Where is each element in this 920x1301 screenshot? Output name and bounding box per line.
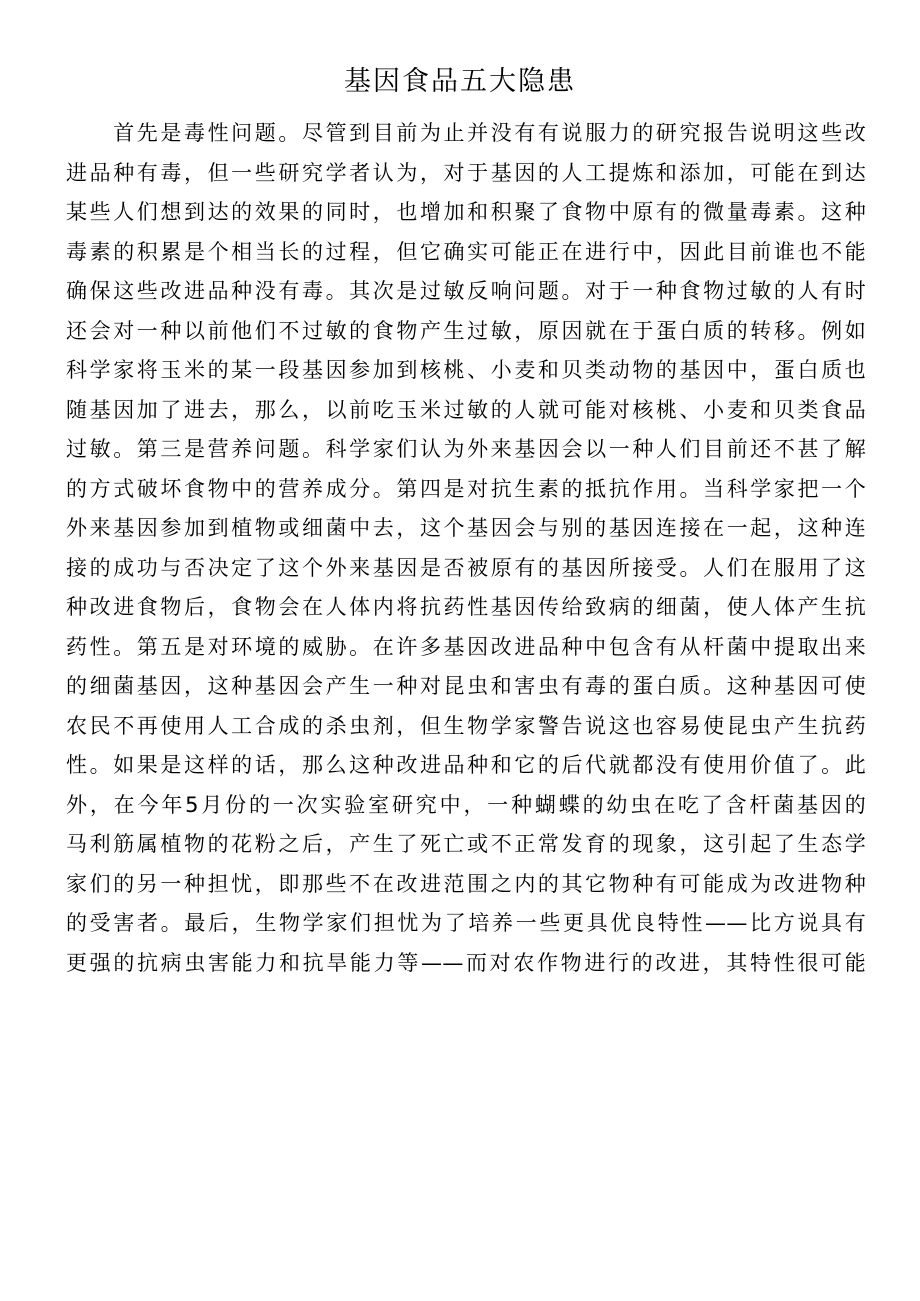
- body-line: 马利筋属植物的花粉之后，产生了死亡或不正常发育的现象，这引起了生态学: [66, 832, 866, 856]
- body-line: 某些人们想到达的效果的同时，也增加和积聚了食物中原有的微量毒素。这种: [66, 200, 866, 224]
- body-line: 接的成功与否决定了这个外来基因是否被原有的基因所接受。人们在服用了这: [66, 555, 866, 580]
- body-line: 过敏。第三是营养问题。科学家们认为外来基因会以一种人们目前还不甚了解: [66, 437, 866, 461]
- body-line: 药性。第五是对环境的威胁。在许多基因改进品种中包含有从杆菌中提取出来: [66, 634, 866, 659]
- body-line: 的方式破坏食物中的营养成分。第四是对抗生素的抵抗作用。当科学家把一个: [66, 476, 866, 501]
- body-line: 确保这些改进品种没有毒。其次是过敏反响问题。对于一种食物过敏的人有时: [66, 279, 866, 303]
- body-line: 性。如果是这样的话，那么这种改进品种和它的后代就都没有使用价值了。此: [66, 753, 866, 777]
- body-line: 还会对一种以前他们不过敏的食物产生过敏，原因就在于蛋白质的转移。例如: [66, 318, 866, 343]
- body-line: 进品种有毒，但一些研究学者认为，对于基因的人工提炼和添加，可能在到达: [66, 160, 866, 185]
- body-line: 科学家将玉米的某一段基因参加到核桃、小麦和贝类动物的基因中，蛋白质也: [66, 358, 866, 382]
- body-line: 随基因加了进去，那么，以前吃玉米过敏的人就可能对核桃、小麦和贝类食品: [66, 397, 866, 422]
- body-line: 更强的抗病虫害能力和抗旱能力等——而对农作物进行的改进，其特性很可能: [66, 950, 866, 975]
- body-line: 外，在今年5月份的一次实验室研究中，一种蝴蝶的幼虫在吃了含杆菌基因的: [66, 792, 866, 817]
- body-line: 的细菌基因，这种基因会产生一种对昆虫和害虫有毒的蛋白质。这种基因可使: [66, 674, 866, 698]
- body-line: 农民不再使用人工合成的杀虫剂，但生物学家警告说这也容易使昆虫产生抗药: [66, 713, 866, 738]
- document-title: 基因食品五大隐患: [344, 66, 576, 97]
- body-line: 外来基因参加到植物或细菌中去，这个基因会与别的基因连接在一起，这种连: [66, 516, 866, 540]
- body-line: 的受害者。最后，生物学家们担忧为了培养一些更具优良特性——比方说具有: [66, 911, 866, 935]
- body-line: 首先是毒性问题。尽管到目前为止并没有有说服力的研究报告说明这些改: [66, 121, 866, 145]
- document-body: [66, 114, 866, 983]
- body-line: 毒素的积累是个相当长的过程，但它确实可能正在进行中，因此目前谁也不能: [66, 239, 866, 264]
- body-line: 种改进食物后，食物会在人体内将抗药性基因传给致病的细菌，使人体产生抗: [66, 595, 866, 619]
- body-line: 家们的另一种担忧，即那些不在改进范围之内的其它物种有可能成为改进物种: [66, 871, 866, 896]
